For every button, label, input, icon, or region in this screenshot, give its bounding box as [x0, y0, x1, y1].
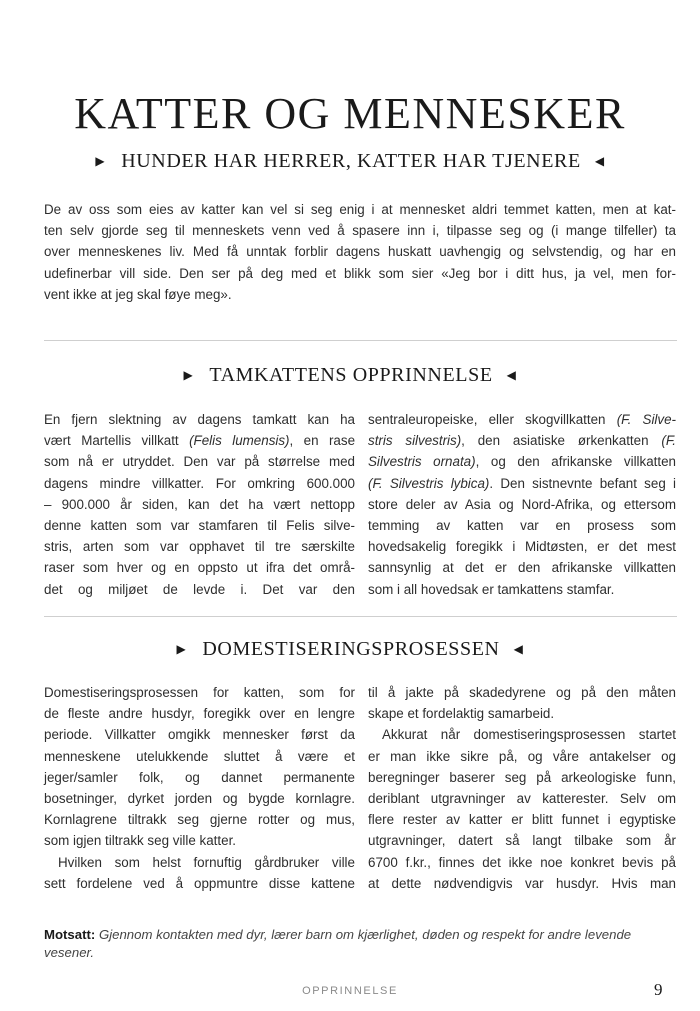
- section-heading-text: DOMESTISERINGSPROSESSEN: [202, 638, 500, 660]
- text-line: de fleste andre husdyr, foregikk over en lengre: [44, 706, 355, 722]
- text-line: udefinerbar vill side. Den ser på deg med et blikk som sier «Jeg bor i ditt hus, ja vel, men for-: [44, 265, 676, 281]
- text-line: jeger/samler folk, og dannet permanente: [44, 769, 355, 785]
- text-line: vært Martellis villkatt (Felis lumensis), en rase: [44, 433, 356, 449]
- text-line: Kornlagrene tiltrakk seg gjerne rotter og mus,: [44, 812, 355, 828]
- text-line: som i all hovedsak er tamkattens stamfar.: [368, 581, 615, 597]
- text-line: menneskene utelukkende sluttet å være et: [44, 748, 355, 764]
- page-title: KATTER OG MENNESKER: [74, 89, 626, 138]
- text-line: dagens mindre villkatter. For omkring 600.000: [44, 475, 355, 491]
- triangle-left-icon: ◀: [594, 154, 605, 168]
- triangle-right-icon: ▶: [183, 368, 194, 382]
- text-line: – 900.000 år siden, kan det ha vært nettopp: [44, 496, 355, 512]
- text-line: beregninger baserer seg på arkeologiske funn,: [368, 769, 676, 785]
- text-line: Domestiseringsprosessen for katten, som for: [44, 685, 355, 700]
- domestication-right-column: [368, 682, 676, 894]
- text-line: stris silvestris), den asiatiske ørkenkatten (F.: [368, 433, 676, 449]
- domestication-left-column: [44, 682, 355, 894]
- text-line: bosetninger, dyrket jorden og bygde kornlagre.: [44, 791, 355, 807]
- subtitle-text: HUNDER HAR HERRER, KATTER HAR TJENERE: [121, 150, 581, 172]
- subtitle-heading: [0, 150, 700, 173]
- image-caption: [44, 926, 676, 962]
- text-line: sannsynlig at det er den afrikanske villkatten: [368, 560, 676, 576]
- caption-text: Gjennom kontakten med dyr, lærer barn om kjærlighet, døden og respekt for andre levende vesener.: [44, 927, 632, 960]
- text-line: temming av katten var en prosess som: [368, 518, 676, 534]
- text-line: over menneskenes liv. Med få unntak forblir dagens huskatt uavhengig og selvstendig, og har en: [44, 244, 676, 260]
- triangle-right-icon: ▶: [176, 642, 187, 656]
- text-line: til å jakte på skadedyrene og på den måten: [368, 685, 676, 700]
- text-line: som nå er utryddet. Den var på størrelse med: [44, 454, 355, 470]
- triangle-left-icon: ◀: [506, 368, 517, 382]
- text-line: deriblant utgravninger av katterester. Selv om: [368, 791, 676, 807]
- section-divider: [44, 340, 677, 341]
- origin-left-column: [44, 409, 355, 600]
- section-heading-origin: [0, 364, 700, 387]
- text-line: stris, arten som var opphavet til tre særskilte: [44, 539, 355, 555]
- section-heading-text: TAMKATTENS OPPRINNELSE: [209, 364, 493, 386]
- section-divider: [44, 616, 677, 617]
- text-line: store deler av Asia og Nord-Afrika, og ettersom: [368, 496, 676, 512]
- running-footer: OPPRINNELSE: [302, 985, 398, 997]
- origin-right-column: [368, 409, 676, 600]
- text-line: raser som hver og en oppsto ut ifra det områ-: [44, 560, 355, 576]
- text-line: periode. Villkatter omgikk mennesker først da: [44, 727, 355, 743]
- text-line: det og miljøet de levde i. Det var den: [44, 581, 355, 597]
- text-line: Silvestris ornata), og den afrikanske villkatten: [368, 454, 677, 470]
- page-number: 9: [654, 980, 663, 999]
- text-line: En fjern slektning av dagens tamkatt kan ha: [44, 412, 355, 427]
- text-line: sett fordelene ved å oppmuntre disse kattene: [44, 875, 355, 891]
- text-line: at dette nødvendigvis var husdyr. Hvis man: [368, 875, 676, 891]
- text-line: sentraleuropeiske, eller skogvillkatten (F. Silve-: [368, 412, 676, 427]
- intro-paragraph: [44, 199, 676, 305]
- section-heading-domestication: [0, 638, 700, 661]
- caption-label: Motsatt:: [44, 927, 96, 942]
- text-line: De av oss som eies av katter kan vel si seg enig i at mennesket aldri temmet katten, men at kat-: [44, 202, 676, 217]
- text-line: 6700 f.kr., finnes det ikke noe konkret bevis på: [368, 854, 676, 870]
- text-line: skape et fordelaktig samarbeid.: [368, 706, 555, 722]
- text-line: utgravninger, datert så langt tilbake som år: [368, 833, 676, 849]
- text-line: ten selv gjorde seg til menneskets venn ved å spasere inn i, tilpasse seg og (i mange tilfeller) ta: [44, 223, 676, 239]
- text-line: Akkurat når domestiseringsprosessen startet: [382, 727, 676, 743]
- text-line: hovedsakelig foregikk i Midtøsten, er det mest: [368, 539, 676, 555]
- text-line: denne katten som var stamfaren til Felis silve-: [44, 518, 355, 534]
- text-line: (F. Silvestris lybica). Den sistnevnte befant seg i: [368, 475, 676, 491]
- triangle-right-icon: ▶: [95, 154, 106, 168]
- text-line: vent ikke at jeg skal føye meg».: [44, 286, 232, 302]
- triangle-left-icon: ◀: [513, 642, 524, 656]
- text-line: flere rester av katter er blitt funnet i egyptiske: [368, 812, 676, 828]
- text-line: er man ikke sikre på, og våre antakelser og: [368, 748, 676, 764]
- text-line: Hvilken som helst fornuftig gårdbruker ville: [58, 854, 355, 870]
- text-line: som igjen tiltrakk seg ville katter.: [44, 833, 237, 849]
